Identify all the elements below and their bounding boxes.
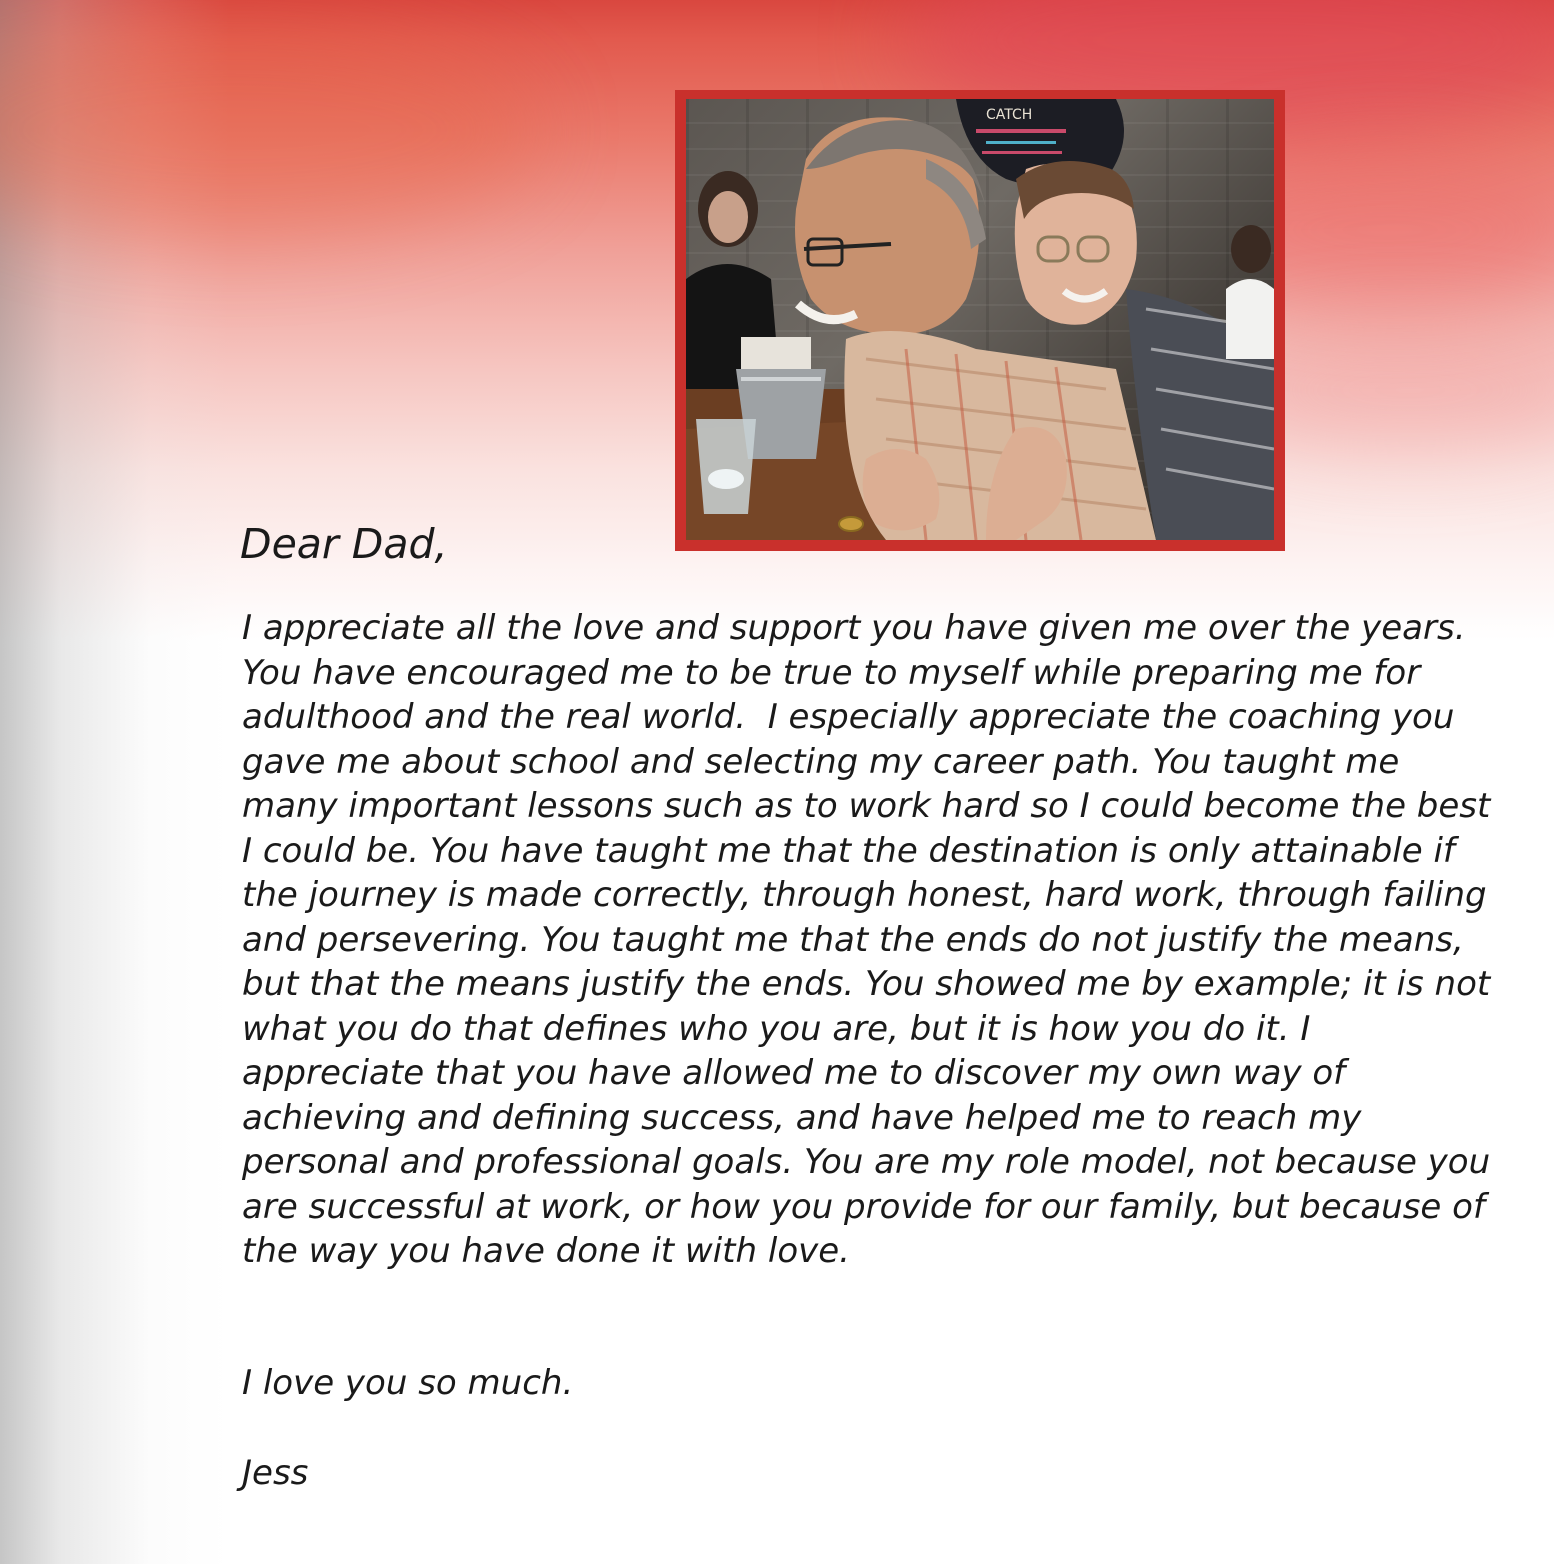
watercolor-wash xyxy=(0,20,540,240)
letter-body-line: many important lessons such as to work hard so I could become the best xyxy=(242,786,1491,826)
letter-body-line: adulthood and the real world. I especially appreciate the coaching you xyxy=(242,697,1455,737)
letter-body-line: what you do that defines who you are, but it is how you do it. I xyxy=(242,1008,1311,1049)
letter-body xyxy=(242,606,1491,1274)
letter-body-line: but that the means justify the ends. You showed me by example; it is not xyxy=(242,964,1491,1004)
letter-closing: I love you so much. xyxy=(242,1363,574,1403)
letter-body-line: You have encouraged me to be true to myself while preparing me for xyxy=(242,652,1421,693)
letter-body-line: and persevering. You taught me that the ends do not justify the means, xyxy=(242,919,1464,960)
photo-frame xyxy=(675,90,1285,551)
letter-body-line: the way you have done it with love. xyxy=(242,1231,850,1271)
letter-body-line: I could be. You have taught me that the destination is only attainable if xyxy=(242,830,1455,871)
svg-text:CATCH: CATCH xyxy=(986,107,1033,123)
letter-body-line: are successful at work, or how you provide for our family, but because of xyxy=(242,1186,1485,1227)
letter-signature: Jess xyxy=(242,1453,309,1493)
letter-greeting: Dear Dad, xyxy=(240,520,448,568)
letter-body-line: personal and professional goals. You are my role model, not because you xyxy=(242,1142,1491,1182)
letter-body-line: achieving and defining success, and have helped me to reach my xyxy=(242,1097,1362,1138)
photo-illustration xyxy=(686,99,1274,540)
family-photo xyxy=(686,99,1274,540)
letter-body-line: gave me about school and selecting my career path. You taught me xyxy=(242,741,1400,782)
letter-body-line: appreciate that you have allowed me to discover my own way of xyxy=(242,1053,1346,1093)
letter-body-line: I appreciate all the love and support you have given me over the years. xyxy=(242,608,1466,648)
letter-body-line: the journey is made correctly, through honest, hard work, through failing xyxy=(242,875,1487,915)
